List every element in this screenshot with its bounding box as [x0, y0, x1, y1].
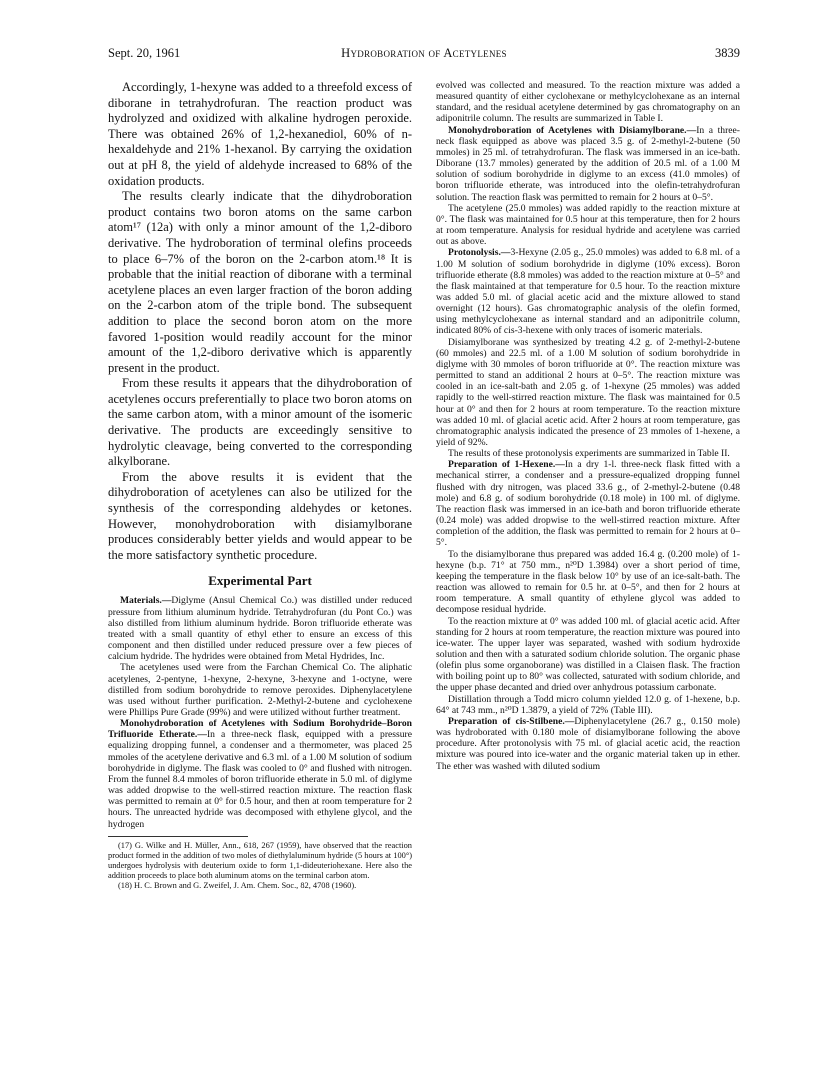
- running-header: [108, 46, 740, 64]
- section-title: Experimental Part: [208, 573, 312, 589]
- paragraph: [108, 595, 412, 662]
- paragraph: [436, 716, 740, 772]
- header-title: Hydroboration of Acetylenes: [341, 46, 507, 60]
- paragraph: Disiamylborane was synthesized by treating 4.2 g. of 2-methyl-2-butene (60 mmoles) and 22.5 ml. of a 1.00 M solution of sodium borohydride in diglyme with 30 mmoles of boron trifluoride at 0°. The reaction mixture was permitted to stand an additional 2 hours at 0–5°. The reaction mixture was cooled in an ice-salt-bath and 2.05 g. of 1-hexyne (25 mmoles) was added rapidly to the well-stirred reaction mixture. The flask was maintained for 0.5 hour at 0° and then for 2 hours at room temperature. To the reaction mixture was added 10 ml. of glacial acetic acid. After 2 hours at room temperature, gas chromatographic analysis indicated the presence of 23 mmoles of 1-hexene, a yield of 92%.: [436, 336, 740, 448]
- right-column: [436, 80, 740, 772]
- paragraph: The acetylenes used were from the Farchan Chemical Co. The aliphatic acetylenes, 2-pentyne, 1-hexyne, 2-hexyne, 3-hexyne and 1-octyne, were distilled from sodium borohydride to remove peroxides. Diphenylacetylene was used without further purification. 2-Methyl-2-butene and cyclohexene were Phillips Pure Grade (99%) and were utilized without further treatment.: [108, 662, 412, 718]
- paragraph: From these results it appears that the dihydroboration of acetylenes occurs preferentially to place two boron atoms on the same carbon atom, with a minor amount of the isomeric derivative. The products are exceedingly sensitive to hydrolytic cleavage, being converted to the corresponding alkylborane.: [108, 376, 412, 469]
- paragraph-text: 3-Hexyne (2.05 g., 25.0 mmoles) was added to 6.8 ml. of a 1.00 M solution of sodium borohydride in diglyme (10% excess). Boron trifluoride etherate (8.8 mmoles) was added to the reaction mixture at 0–5° and the flask maintained at that temperature for 0.5 hour. To the reaction mixture was added 5.0 ml. of glacial acetic acid and the mixture allowed to stand overnight (12 hours). Gas chromatographic analysis of the olefin formed, using methylcyclohexane as internal standard and an adiponitrile column, indicated 80% of cis-3-hexene with only traces of isomeric materials.: [436, 247, 740, 337]
- paragraph: [436, 247, 740, 336]
- paragraph-text: In a three-neck flask, equipped with a pressure equalizing dropping funnel, a condenser and a thermometer, was placed 25 mmoles of the acetylene derivative and 6.3 ml. of a 1.00 M solution of sodium borohydride in diglyme. The flask was cooled to 0° and flushed with nitrogen. From the funnel 8.4 mmoles of boron trifluoride etherate in 5.0 ml. of diglyme was added dropwise to the well-stirred reaction mixture. The reaction flask was permitted to remain at 0° for 0.5 hour, and then at room temperature for 2 hours. The unreacted hydride was decomposed with ethylene glycol, and the hydrogen: [108, 729, 412, 830]
- paragraph: [436, 125, 740, 203]
- paragraph: To the reaction mixture at 0° was added 100 ml. of glacial acetic acid. After standing for 2 hours at room temperature, the reaction mixture was poured into ice-water. The upper layer was separated, washed with sodium hydroxide solution and then with a saturated sodium chloride solution. The organic phase (olefin plus some organoborane) was distilled in a Claisen flask. The fraction with boiling point up to 80° was collected, saturated with sodium chloride, and the upper phase decanted and dried over anhydrous potassium carbonate.: [436, 615, 740, 694]
- paragraph: evolved was collected and measured. To the reaction mixture was added a measured quantity of either cyclohexane or methylcyclohexane as an internal standard, and the residual acetylene determined by gas chromatography on an adiponitrile column. The results are summarized in Table I.: [436, 80, 740, 125]
- footnote-rule: [108, 836, 248, 837]
- paragraph: [436, 459, 740, 548]
- run-in-head: Monohydroboration of Acetylenes with Disiamylborane.—: [448, 124, 697, 136]
- footnote: (17) G. Wilke and H. Müller, Ann., 618, 267 (1959), have observed that the reaction product formed in the addition of two moles of diethylaluminum hydride (5 hours at 100°) undergoes hydrolysis with deuterium oxide to form 1,1-dideuteriohexane. Here also the addition proceeds to place both aluminum atoms on the terminal carbon atom.: [108, 840, 412, 880]
- run-in-head: Preparation of cis-Stilbene.—: [448, 715, 575, 727]
- run-in-head: Monohydroboration of Acetylenes with Sodium Borohydride–Boron Trifluoride Etherate.—: [108, 718, 412, 741]
- paragraph-text: Diphenylacetylene (26.7 g., 0.150 mole) was hydroborated with 0.180 mole of disiamylborane following the above procedure. After protonolysis with 75 ml. of glacial acetic acid, the reaction mixture was poured into ice-water and the organic material taken up in ether. The ether was washed with diluted sodium: [436, 715, 740, 772]
- footnote: (18) H. C. Brown and G. Zweifel, J. Am. Chem. Soc., 82, 4708 (1960).: [118, 880, 357, 890]
- paragraph: Distillation through a Todd micro column yielded 12.0 g. of 1-hexene, b.p. 64° at 743 mm., n²⁰D 1.3879, a yield of 72% (Table III).: [436, 693, 740, 716]
- page-number: 3839: [715, 46, 740, 60]
- run-in-head: Materials.—: [120, 595, 172, 607]
- paragraph: From the above results it is evident that the dihydroboration of acetylenes can also be utilized for the synthesis of the corresponding aldehydes or ketones. However, monohydroboration with disiamylborane produces considerably better yields and would appear to be the more satisfactory synthetic procedure.: [108, 469, 412, 562]
- paragraph: The results of these protonolysis experiments are summarized in Table II.: [448, 448, 730, 460]
- paragraph: The results clearly indicate that the dihydroboration product contains two boron atoms on the same carbon atom¹⁷ (12a) with only a minor amount of the 1,2-diboro derivative. The hydroboration of terminal olefins proceeds to place 6–7% of the boron on the 2-carbon atom.¹⁸ It is probable that the initial reaction of diborane with a terminal acetylene places an even larger fraction of the boron adding on the 2-carbon atom of the triple bond. The subsequent addition to place the second boron atom on the more favored 1-position would readily account for the minor amount of the 1,2-diboro derivative which is apparently present in the product.: [108, 189, 412, 375]
- paragraph-text: In a dry 1-l. three-neck flask fitted with a mechanical stirrer, a condenser and a pressure-equalized dropping funnel flushed with dry nitrogen, was placed 33.6 g., of 2-methyl-2-butene (0.48 mole) and 6.8 g. of sodium borohydride (0.18 mole) in 100 ml. of diglyme. The reaction flask was immersed in an ice-bath and boron trifluoride etherate (0.24 mole) was added dropwise to the well-stirred reaction mixture. After completion of the addition, the flask was permitted to remain for 2 hours at 0–5°.: [436, 459, 740, 549]
- paragraph-text: In a three-neck flask equipped as above was placed 3.5 g. of 2-methyl-2-butene (50 mmoles) in 25 ml. of tetrahydrofuran. The flask was immersed in an ice-bath. Diborane (13.7 mmoles) generated by the addition of 20.5 ml. of a 1.00 M solution of sodium borohydride in diglyme to an excess (41.0 mmoles) of boron trifluoride etherate, was introduced into the olefin-tetrahydrofuran solution. The reaction flask was permitted to remain for 2 hours at 0–5°.: [436, 124, 740, 203]
- paragraph: To the disiamylborane thus prepared was added 16.4 g. (0.200 mole) of 1-hexyne (b.p. 71° at 750 mm., n²⁰D 1.3984) over a short period of time, keeping the temperature in the flask below 10° by use of an ice-salt-bath. The reaction was allowed to remain for 0.5 hr. at 0–5°, and then for 2 hours at room temperature. A small quantity of ethylene glycol was added to decompose residual hydride.: [436, 548, 740, 616]
- paragraph-text: Diglyme (Ansul Chemical Co.) was distilled under reduced pressure from lithium aluminum hydride. Tetrahydrofuran (du Pont Co.) was also distilled from lithium aluminum hydride. Boron trifluoride etherate was treated with a small quantity of ethyl ether to ensure an excess of this component and then distilled under reduced pressure over a few pieces of calcium hydride. The hydrides were obtained from Metal Hydrides, Inc.: [108, 595, 412, 663]
- left-column: [108, 80, 412, 891]
- run-in-head: Protonolysis.—: [448, 247, 511, 259]
- run-in-head: Preparation of 1-Hexene.—: [448, 459, 565, 471]
- paragraph: [108, 718, 412, 830]
- paragraph: Accordingly, 1-hexyne was added to a threefold excess of diborane in tetrahydrofuran. The reaction product was hydrolyzed and oxidized with alkaline hydrogen peroxide. There was obtained 26% of 1,2-hexanediol, 60% of n-hexaldehyde and 21% 1-hexanol. By carrying the oxidation out at pH 8, the yield of aldehyde increased to 68% of the oxidation products.: [108, 80, 412, 188]
- header-date: Sept. 20, 1961: [108, 46, 181, 60]
- paragraph: The acetylene (25.0 mmoles) was added rapidly to the reaction mixture at 0°. The flask was maintained for 0.5 hour at this temperature, then for 2 hours at room temperature. Analysis for residual hydride and acetylene was carried out as above.: [436, 202, 740, 248]
